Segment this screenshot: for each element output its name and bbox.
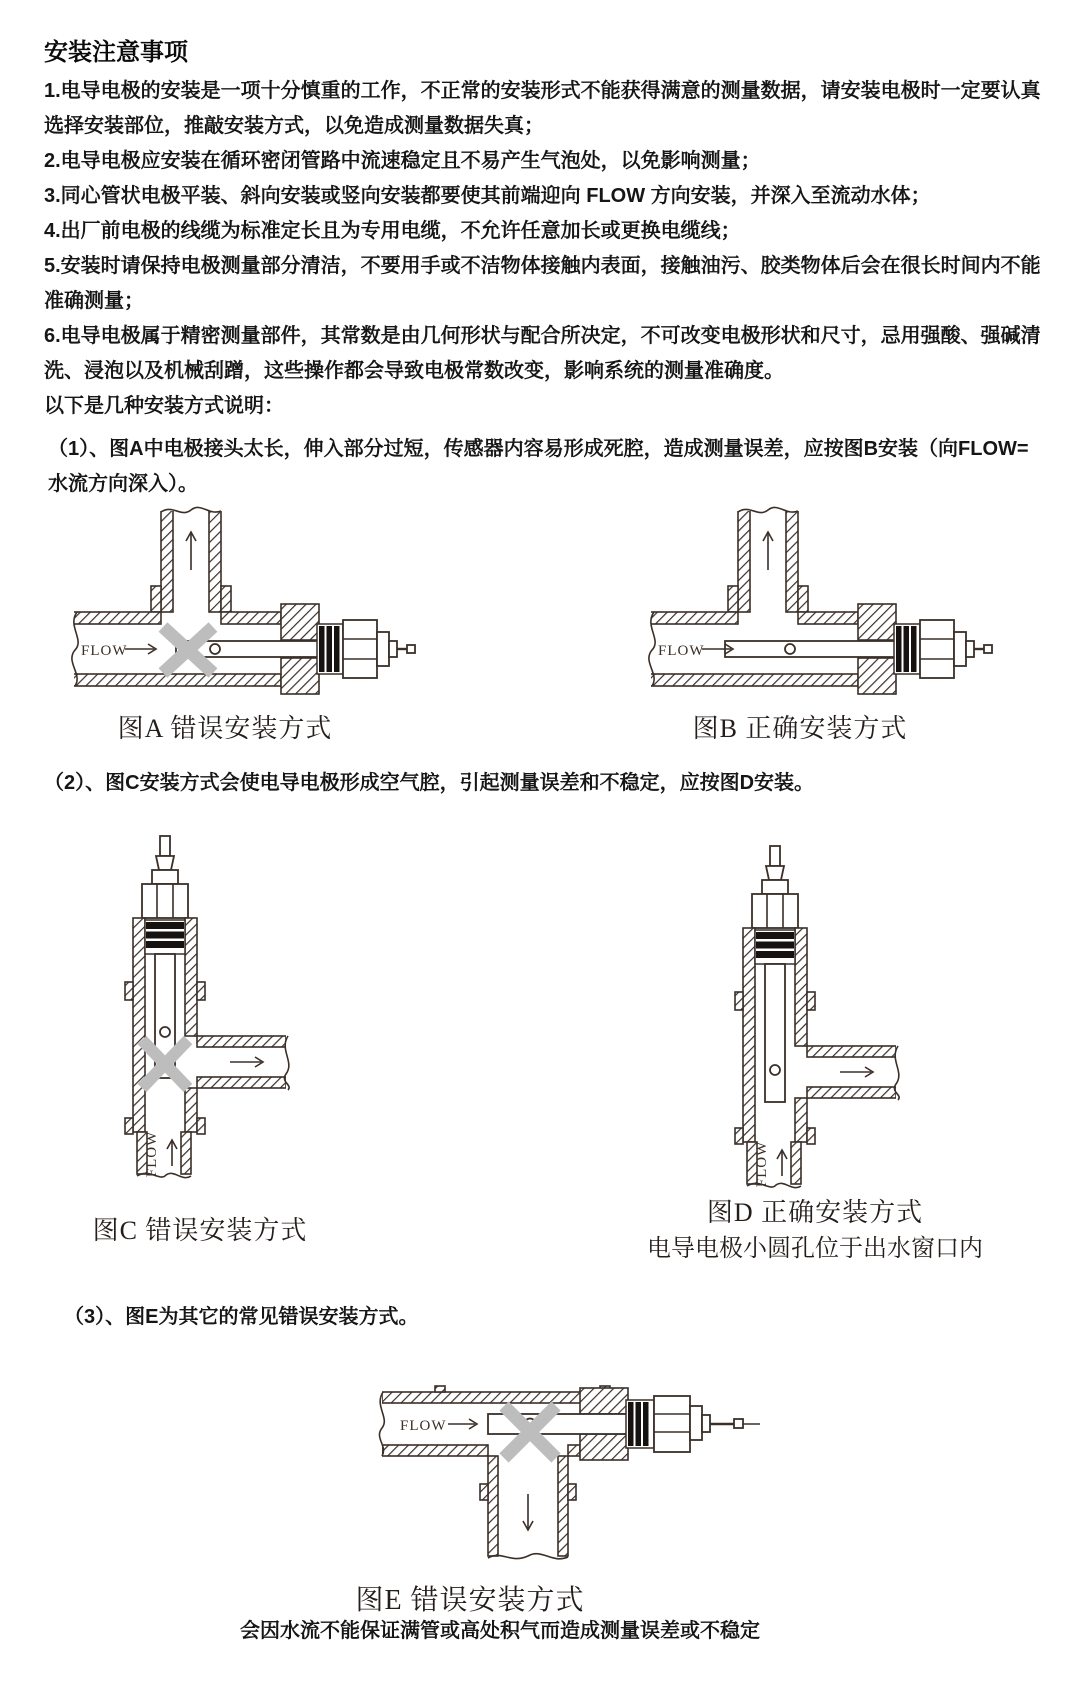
flow-label: FLOW — [754, 1140, 770, 1188]
note-item-6: 6.电导电极属于精密测量部件，其常数是由几何形状与配合所决定，不可改变电极形状和尺寸，忌用强酸、强碱清洗、浸泡以及机械刮蹭，这些操作都会导致电极常数改变，影响系统的测量准确度。 — [44, 325, 1041, 382]
flow-label: FLOW — [144, 1130, 160, 1178]
hex-nut — [654, 1396, 690, 1452]
electrode-stem — [765, 964, 785, 1102]
note-item-3: 3.同心管状电极平装、斜向安装或竖向安装都要使其前端迎向 FLOW 方向安装，并深入至流动水体； — [44, 185, 931, 207]
cable-tip — [407, 645, 415, 653]
hex-nut — [343, 620, 377, 678]
cable-tip — [984, 645, 992, 653]
step-3-text: （3）、图E为其它的常见错误安装方式。 — [64, 1306, 419, 1328]
intro-line: 以下是几种安装方式说明： — [44, 395, 284, 417]
installation-notes — [44, 74, 1046, 424]
figure-d-subcaption: 电导电极小圆孔位于出水窗口内 — [647, 1236, 983, 1262]
note-item-2: 2.电导电极应安装在循环密闭管路中流速稳定且不易产生气泡处，以免影响测量； — [44, 150, 761, 172]
hex-nut — [920, 620, 954, 678]
hex-nut — [142, 884, 188, 918]
note-item-5: 5.安装时请保持电极测量部分清洁，不要用手或不洁物体接触内表面，接触油污、胶类物体后会在很长时间内不能准确测量； — [44, 255, 1041, 312]
figure-b-diagram — [640, 500, 995, 705]
electrode-hole — [210, 644, 220, 654]
electrode-hole — [785, 644, 795, 654]
flow-label: FLOW — [400, 1418, 447, 1434]
cable-pin — [160, 836, 170, 856]
figure-c-diagram — [80, 832, 300, 1187]
electrode-hole — [770, 1065, 780, 1075]
figure-b-caption: 图B 正确安装方式 — [692, 714, 908, 743]
hex-nut — [752, 894, 798, 928]
step-2-text: （2）、图C安装方式会使电导电极形成空气腔，引起测量误差和不稳定，应按图D安装。 — [44, 772, 815, 794]
figure-d-diagram — [690, 842, 910, 1197]
page-title: 安装注意事项 — [44, 39, 188, 66]
figure-e-subcaption: 会因水流不能保证满管或高处积气而造成测量误差或不稳定 — [240, 1620, 760, 1642]
figure-e-caption: 图E 错误安装方式 — [355, 1585, 585, 1616]
figure-a-diagram — [63, 500, 418, 705]
step-1-text: （1）、图A中电极接头太长，伸入部分过短，传感器内容易形成死腔，造成测量误差，应按图B安装（向FLOW=水流方向深入）。 — [48, 438, 1029, 495]
cable-pin — [770, 846, 780, 866]
note-item-1: 1.电导电极的安装是一项十分慎重的工作，不正常的安装形式不能获得满意的测量数据，请安装电极时一定要认真选择安装部位，推敲安装方式，以免造成测量数据失真； — [44, 80, 1041, 137]
figure-e-diagram — [352, 1372, 772, 1572]
flow-label: FLOW — [81, 643, 128, 659]
flow-label: FLOW — [658, 643, 705, 659]
electrode-hole — [160, 1027, 170, 1037]
note-item-4: 4.出厂前电极的线缆为标准定长且为专用电缆，不允许任意加长或更换电缆线； — [44, 220, 741, 242]
figure-a-caption: 图A 错误安装方式 — [117, 714, 333, 743]
cable-tip — [734, 1419, 743, 1428]
figure-d-caption: 图D 正确安装方式 — [706, 1198, 924, 1227]
figure-c-caption: 图C 错误安装方式 — [92, 1216, 308, 1245]
electrode-stem — [725, 641, 896, 657]
